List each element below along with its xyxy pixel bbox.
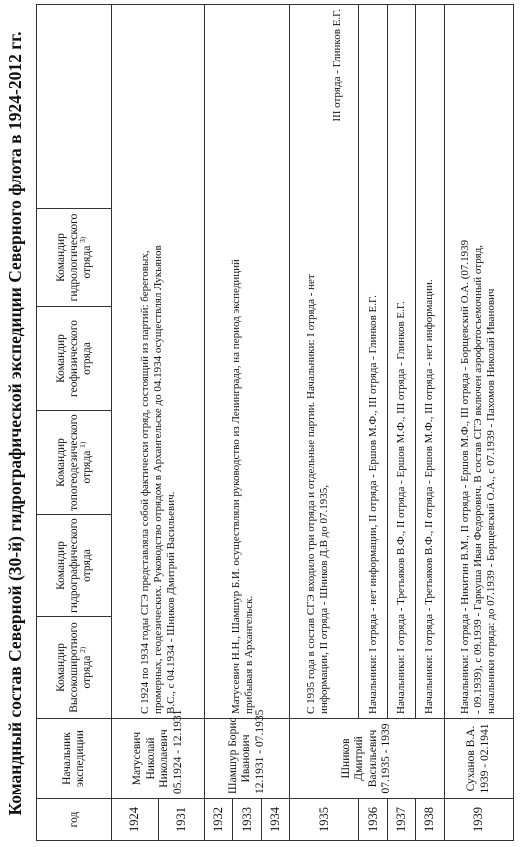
year-cell: 1936 — [359, 799, 387, 841]
chief-cell: Шников Дмитрий Васильевич 07.1935 - 1939 — [290, 719, 444, 799]
header-high-latitude-detachment: Командир Высокоширотного отряда $^{2)}$ — [37, 617, 112, 719]
footnote-marker: 2) — [77, 646, 87, 653]
table-row — [416, 5, 444, 841]
table-row — [112, 5, 159, 841]
note-cell: С 1924 по 1934 годы СГЭ представляла собой фактически отряд, состоящий из партий: береговых, промерных, геодезических. Руководство отрядом в Архангельске до 04.1934 осуществлял Лукьянов В.С., с 04.1934 - Шников Дмитрий Васильевич. — [112, 5, 205, 719]
year-cell: 1935 — [290, 799, 359, 841]
year-cell: 1924 — [112, 799, 159, 841]
header-empty — [37, 5, 112, 209]
table-row — [359, 5, 387, 841]
footnote-marker: 1) — [77, 441, 87, 448]
chief-cell: Шамшур Борис Иванович 12.1931 - 07.1935 — [205, 719, 290, 799]
note-cell: С 1935 года в состав СГЭ входило три отряда и отдельные партии. Начальники: I отряда - нет информации, II отряда - Шников Д.В до 07.1935, III отряда - Глинков Е.Г. — [290, 5, 359, 719]
table-row — [290, 5, 359, 841]
year-cell: 1939 — [444, 799, 513, 841]
note-cell: Начальники: I отряда - Третьяков В.Ф., II отряда - Ершов М.Ф., III отряда - Глинков Е.Г. — [387, 5, 415, 719]
header-year: год — [37, 799, 112, 841]
header-hydrological-detachment: Командир гидрологического отряда $^{3)}$ — [37, 209, 112, 307]
table-row — [387, 5, 415, 841]
year-cell: 1931 — [158, 799, 205, 841]
document-title: Командный состав Северной (30-й) гидрографической экспедиции Северного флота в 1924-2012 гг. — [5, 31, 25, 816]
header-expedition-chief: Начальник экспедиции — [37, 719, 112, 799]
year-cell: 1938 — [416, 799, 444, 841]
table-row — [444, 5, 513, 841]
note-cell: Начальники: I отряда - нет информации, II отряда - Ершов М.Ф., III отряда - Глинков Е.Г. — [359, 5, 387, 719]
header-geophysical-detachment: Командир геофизического отряда — [37, 307, 112, 411]
table-row — [205, 5, 233, 841]
footnote-marker: 3) — [77, 236, 87, 243]
command-roster-table — [36, 4, 514, 841]
note-cell: Начальники: I отряда - Никитин В.М., II отряда - Ершов М.Ф., III отряда - Борщевский О.А. (07.1939 - 09.1939), с 09.1939 - Гаркуша Иван Федорович. В состав СГЭ включен аэрофотосъемочный отряд, начальники отряда: до 07.1939 - Борщевский О.А., с 07.1939 - Пахомов Николай Иванович — [444, 5, 513, 719]
header-topogeodetic-detachment: Командир топогеодезического отряда $^{1)}$ — [37, 411, 112, 515]
note-cell: Начальники: I отряда - Третьяков В.Ф., II отряда - Ершов М.Ф., III отряда - нет информации. — [416, 5, 444, 719]
note-cell: Матусевич Н.Н., Шамшур Б.И. осуществляли руководство из Ленинграда, на период экспедиций прибывая в Архангельск. — [205, 5, 290, 719]
year-cell: 1937 — [387, 799, 415, 841]
chief-cell: Матусевич Николай Николаевич 05.1924 - 12.1931 — [112, 719, 205, 799]
year-cell: 1932 — [205, 799, 233, 841]
year-cell: 1933 — [233, 799, 261, 841]
header-hydrographic-detachment: Командир гидрографического отряда — [37, 515, 112, 617]
year-cell: 1934 — [261, 799, 289, 841]
chief-cell: Суханов В.А. 1939 - 02.1941 — [444, 719, 513, 799]
header-row — [37, 5, 112, 841]
